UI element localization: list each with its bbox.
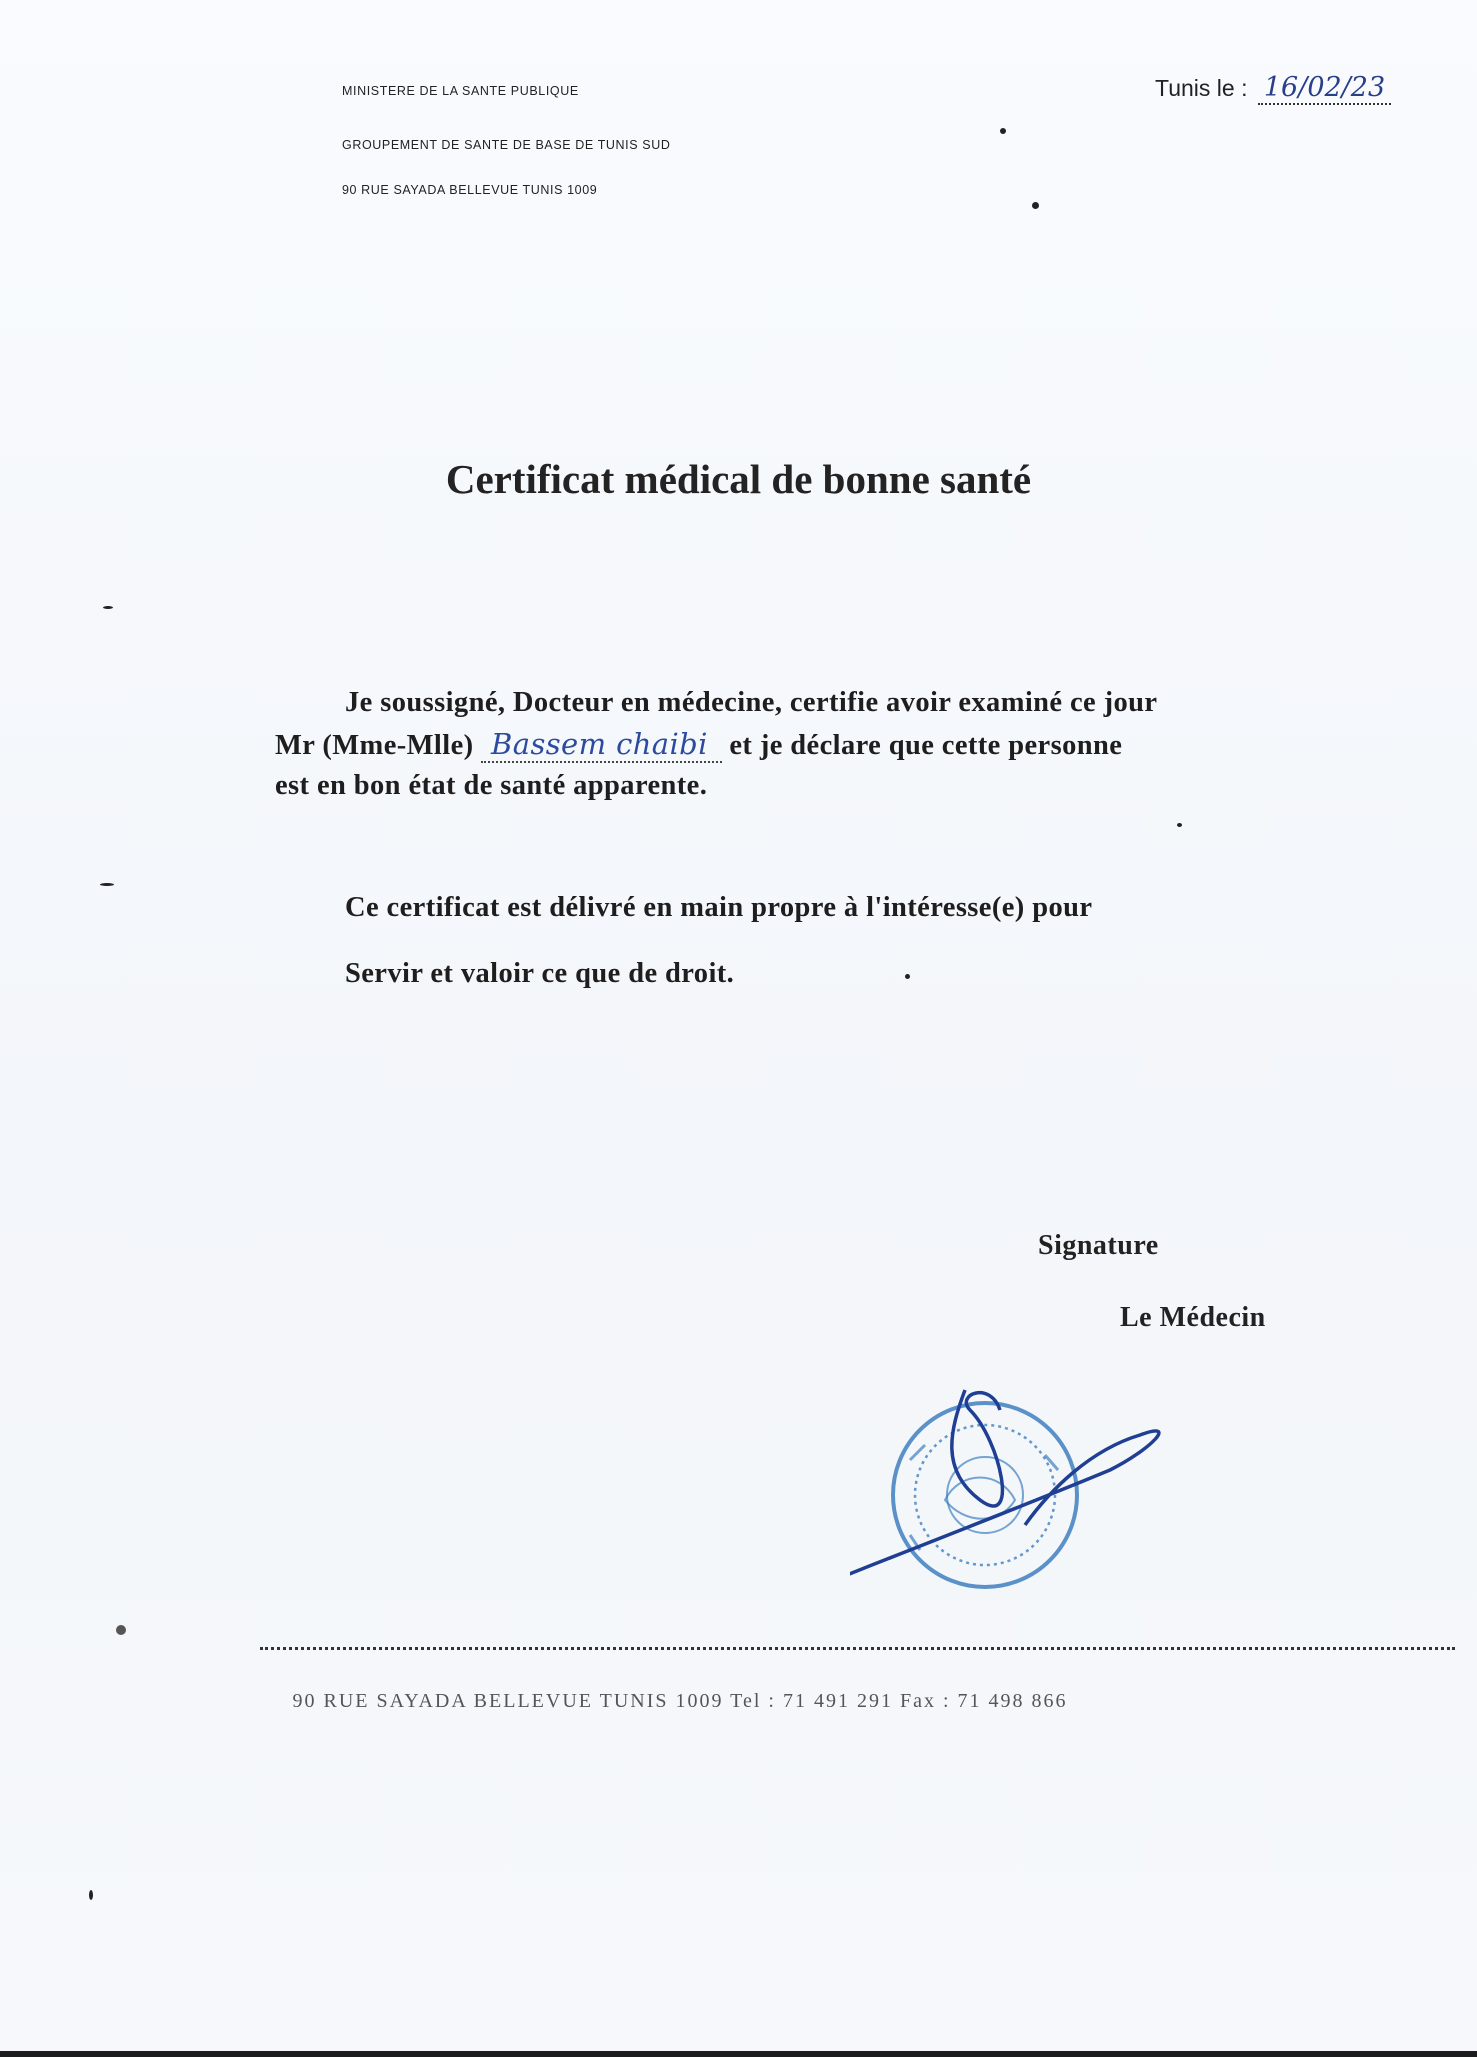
footer-address: 90 RUE SAYADA BELLEVUE TUNIS 1009 Tel : 71 491 291 Fax : 71 498 866 (292, 1690, 1068, 1712)
scan-speck (89, 1890, 93, 1900)
body-line-4: Ce certificat est délivré en main propre à l'intéresse(e) pour (345, 892, 1093, 923)
scan-speck (103, 606, 113, 609)
body-line-1: Je soussigné, Docteur en médecine, certifie avoir examiné ce jour (345, 687, 1158, 718)
body-line-3: est en bon état de santé apparente. (275, 770, 708, 801)
scan-speck (116, 1625, 126, 1635)
group-header: GROUPEMENT DE SANTE DE BASE DE TUNIS SUD (342, 138, 671, 152)
date-label: Tunis le : (1155, 75, 1248, 101)
scan-speck (1177, 823, 1182, 827)
document-title: Certificat médical de bonne santé (445, 456, 1032, 502)
declaration-text: et je déclare que cette personne (729, 730, 1123, 761)
date-line (1155, 72, 1391, 103)
date-value: 16/02/23 (1258, 72, 1391, 105)
scan-speck (905, 974, 910, 979)
body-line-2 (275, 727, 1122, 762)
signature-label: Signature (1038, 1230, 1159, 1261)
scan-speck (100, 883, 114, 886)
official-stamp (850, 1350, 1250, 1650)
ministry-header: MINISTERE DE LA SANTE PUBLIQUE (342, 84, 579, 98)
footer-divider (260, 1647, 1455, 1650)
body-line-5: Servir et valoir ce que de droit. (345, 958, 735, 989)
scan-speck (1032, 202, 1039, 209)
doctor-role: Le Médecin (1120, 1302, 1266, 1333)
address-header: 90 RUE SAYADA BELLEVUE TUNIS 1009 (342, 183, 598, 197)
title-prefix: Mr (Mme-Mlle) (275, 730, 474, 761)
scan-speck (1000, 128, 1006, 134)
patient-name: Bassem chaibi (481, 727, 722, 763)
